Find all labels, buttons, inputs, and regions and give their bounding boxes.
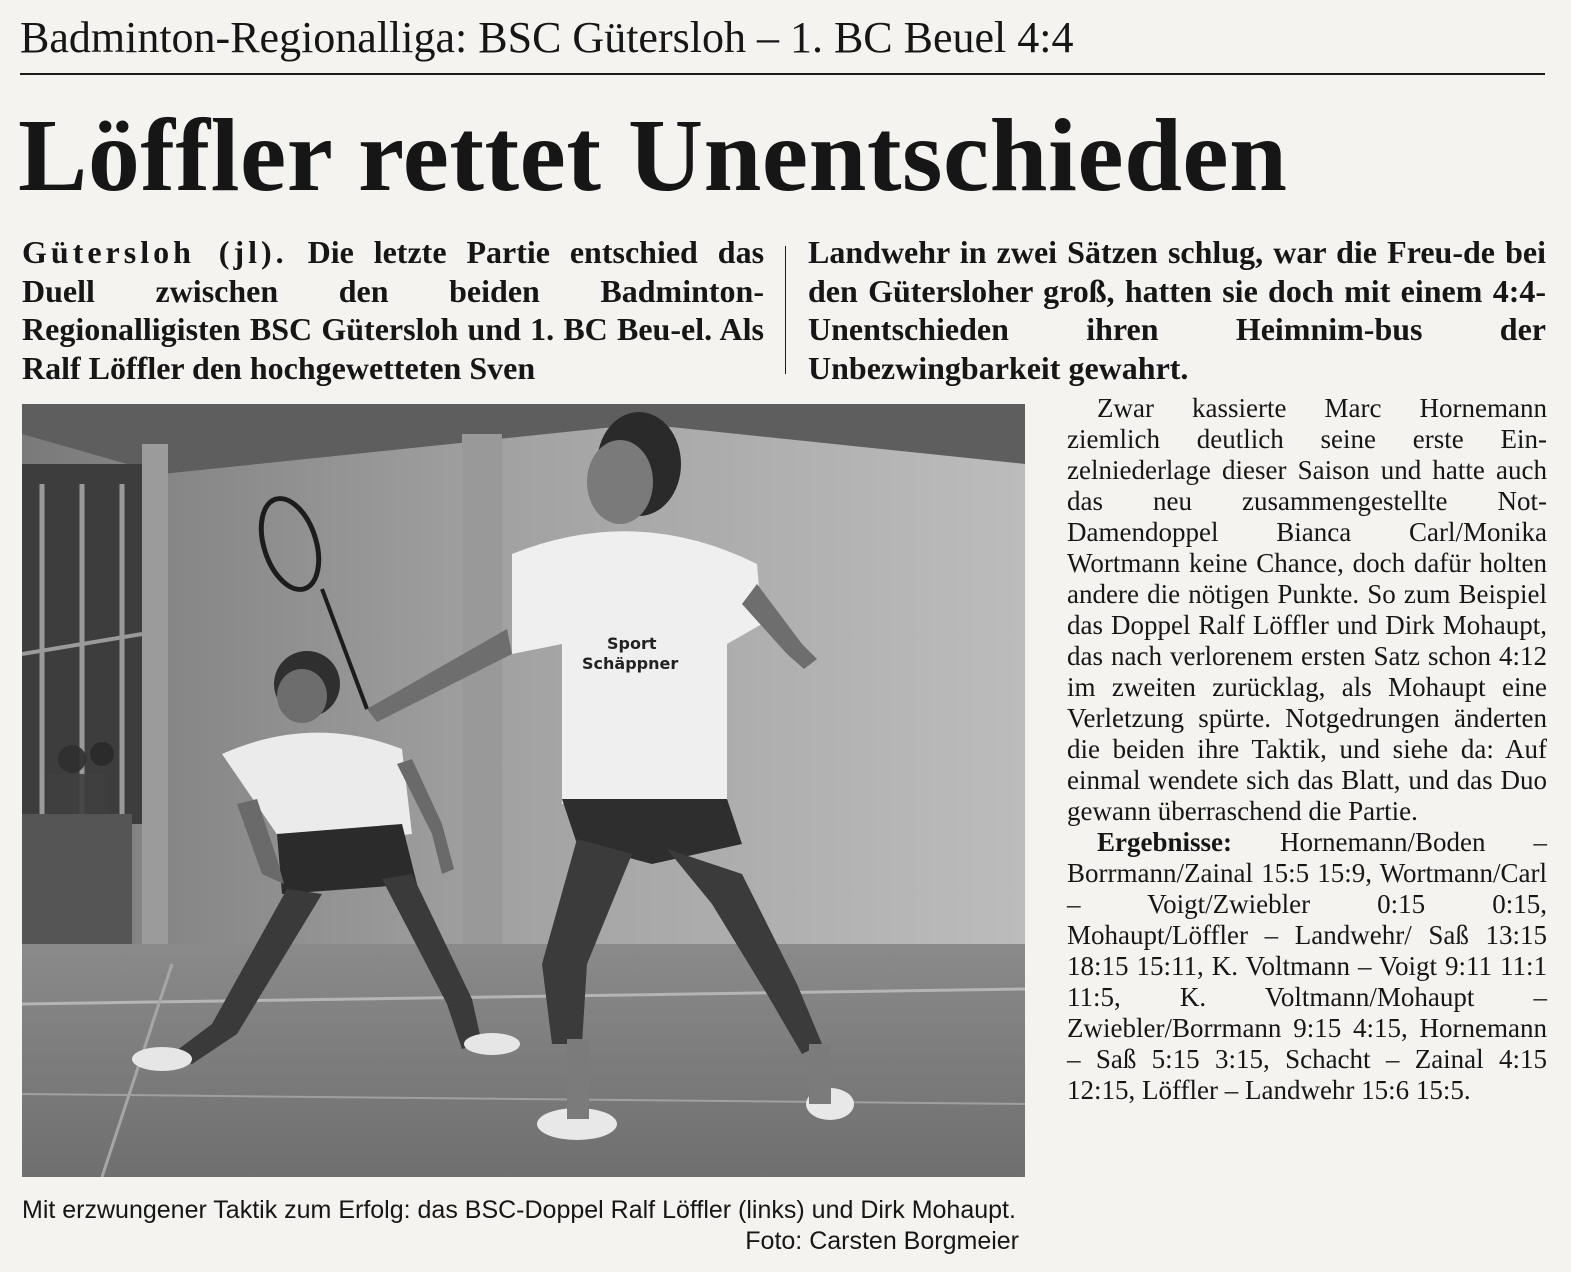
body-column (1067, 393, 1547, 1106)
kicker-line: Badminton-Regionalliga: BSC Gütersloh – 1. BC Beuel 4:4 (20, 13, 1074, 62)
lead-left-column (22, 233, 764, 387)
badminton-photo (22, 404, 1025, 1177)
column-divider (785, 246, 786, 374)
hall-wall (22, 404, 1025, 964)
body-paragraph: Zwar kassierte Marc Hornemann ziemlich deutlich seine erste Einzelniederlage dieser Saison und hatte auch das neu zusammengestellte Not-Damendoppel Bianca Carl/Monika Wortmann keine Chance, doch dafür holten andere die nötigen Punkte. So zum Beispiel das Doppel Ralf Löffler und Dirk Mohaupt, das nach verlorenem ersten Satz schon 4:12 im zweiten zurücklag, als Mohaupt eine Verletzung spürte. Notgedrungen änderten die beiden ihre Taktik, und siehe da: Auf einmal wendete sich das Blatt, und das Duo gewann überraschend die Partie. (1067, 393, 1547, 826)
pillar (142, 444, 168, 964)
side-wall-block (22, 814, 132, 964)
lead-right-column: Landwehr in zwei Sätzen schlug, war die Freu-de bei den Gütersloher groß, hatten sie doch mit einem 4:4-Unentschieden ihren Heimnim-bus der Unbezwingbarkeit gewahrt. (808, 234, 1546, 386)
header-rule (20, 73, 1545, 75)
results-paragraph (1067, 827, 1547, 1106)
results-label: Ergebnisse: (1097, 827, 1232, 857)
lead-left-text: Die letzte Partie entschied das Duell zwischen den beiden Badminton-Regionalligisten BSC Gütersloh und 1. BC Beu-el. Als Ralf Löffler den hochgewetteten Sven (22, 234, 765, 386)
pillar-right (462, 434, 502, 954)
photo-credit: Foto: Carsten Borgmeier (745, 1227, 1019, 1255)
photo-caption (22, 1195, 1027, 1257)
results-text: Hornemann/Boden – Borrmann/Zainal 15:5 15:9, Wortmann/Carl – Voigt/Zwiebler 0:15 0:15, Mohaupt/Löffler – Landwehr/ Saß 13:15 18:15 15:11, K. Voltmann – Voigt 9:11 11:1 11:5, K. Voltmann/Mohaupt – Zwiebler/Borrmann 9:15 4:15, Hornemann – Saß 5:15 3:15, Schacht – Zainal 4:15 12:15, Löffler – Landwehr 15:6 15:5. (1067, 827, 1548, 1105)
shirt-text-brand: Schäppner (582, 654, 679, 673)
shirt-text-sport: Sport (607, 634, 657, 653)
caption-text: Mit erzwungener Taktik zum Erfolg: das BSC-Doppel Ralf Löffler (links) und Dirk Mohaupt. (22, 1196, 1016, 1224)
headline: Löffler rettet Unentschieden (18, 98, 1288, 213)
dateline: Gütersloh (jl). (22, 234, 288, 270)
